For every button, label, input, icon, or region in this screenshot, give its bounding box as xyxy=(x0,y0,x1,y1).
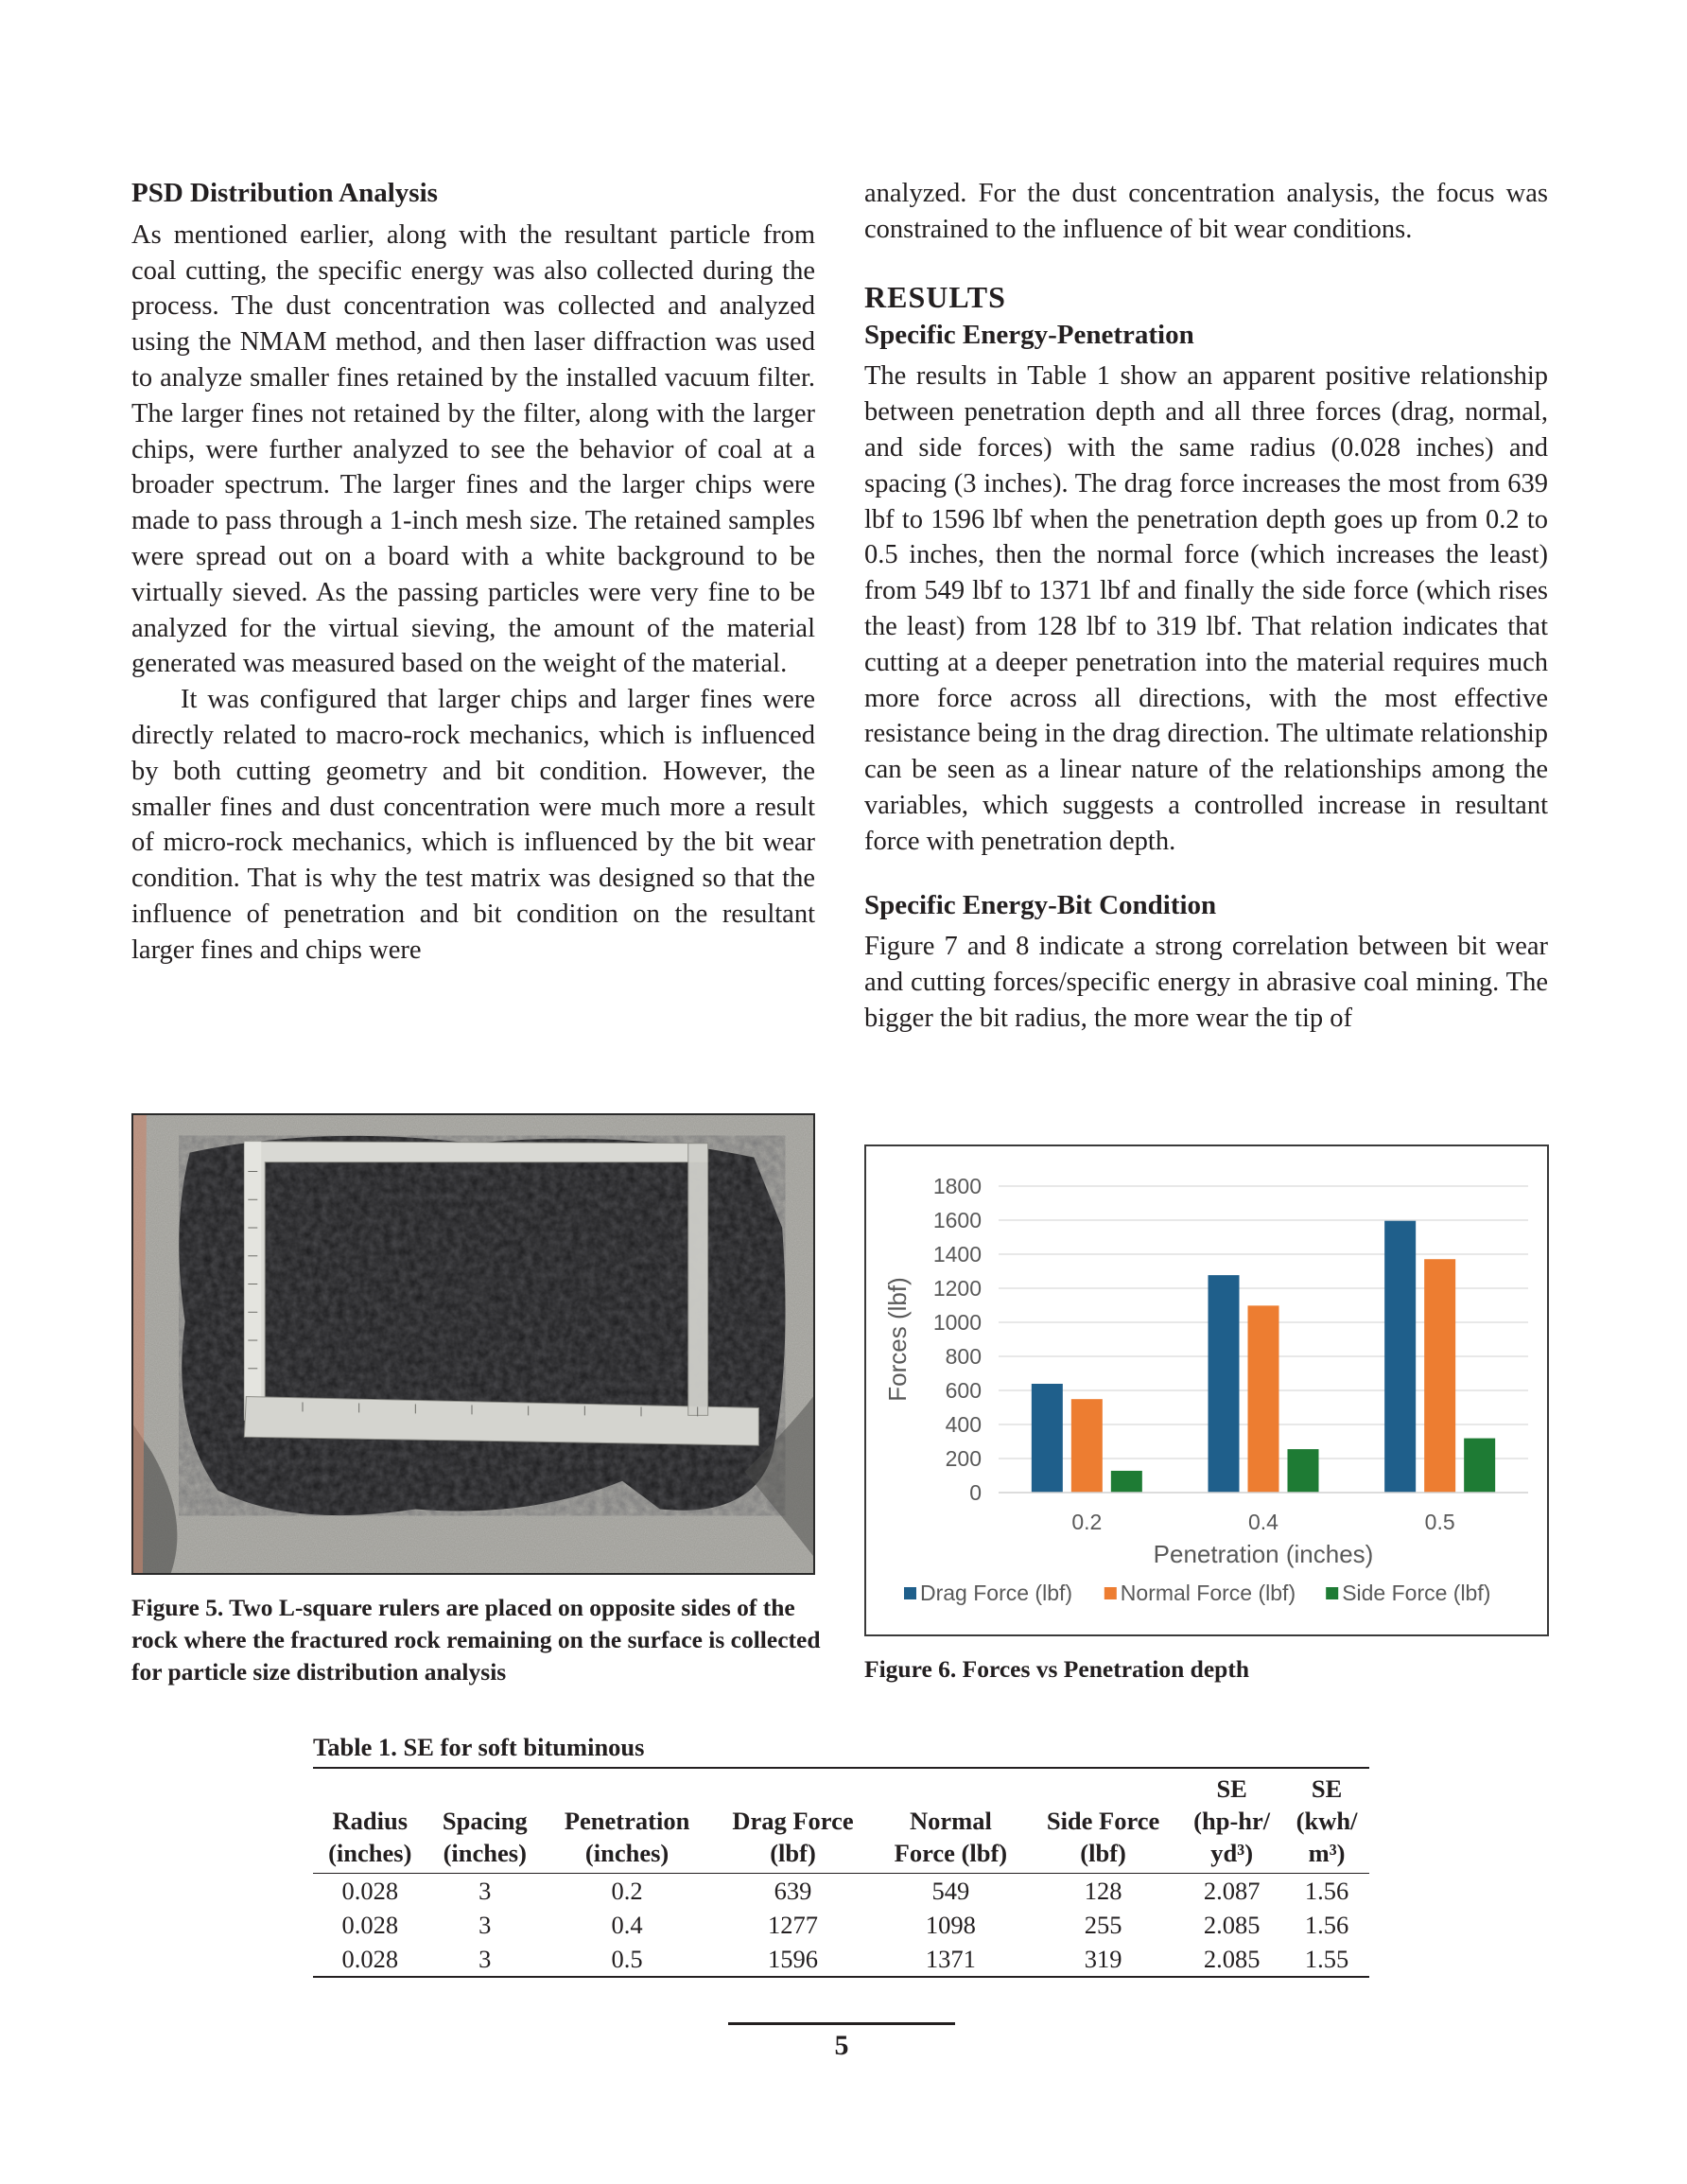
x-axis-title: Penetration (inches) xyxy=(1153,1540,1374,1568)
subheading-energy-penetration: Specific Energy-Penetration xyxy=(864,319,1194,350)
bar-drag-0.5 xyxy=(1384,1221,1416,1493)
bar-drag-0.4 xyxy=(1209,1275,1240,1493)
header-line: Force (lbf) xyxy=(894,1839,1008,1867)
right-column xyxy=(864,176,1548,1037)
table-header-cell xyxy=(427,1768,544,1874)
table-header-cell xyxy=(711,1768,875,1874)
table-row xyxy=(313,1942,1369,1977)
bar-side-0.2 xyxy=(1111,1471,1142,1493)
legend-label: Side Force (lbf) xyxy=(1342,1581,1491,1605)
table-header-cell xyxy=(543,1768,711,1874)
legend-swatch xyxy=(1326,1587,1338,1599)
x-tick-label: 0.5 xyxy=(1424,1510,1455,1534)
table-cell: 1277 xyxy=(767,1911,818,1939)
legend-swatch xyxy=(1104,1587,1117,1599)
figure5-caption: Figure 5. Two L-square rulers are placed on opposite sides of the rock where the fractured rock remaining on the surface is collected for particle size distribution analysis xyxy=(131,1594,821,1686)
table-header-cell xyxy=(1284,1768,1369,1874)
table-cell: 1596 xyxy=(767,1945,818,1973)
header-line: SE xyxy=(1216,1774,1247,1803)
table-cell: 128 xyxy=(1084,1877,1122,1905)
header-line: yd³) xyxy=(1210,1839,1254,1867)
paragraph-psd-1: As mentioned earlier, along with the resultant particle from coal cutting, the specific energy was also collected during the process. The dust concentration was collected and analyzed using the NMAM method, and then laser diffraction was used to analyze smaller fines retained by the installed vacuum filter. The larger fines not retained by the filter, along with the larger chips, were further analyzed to see the behavior of coal at a broader spectrum. The larger fines and the larger chips were made to pass through a 1-inch mesh size. The retained samples were spread out on a board with a white background to be virtually sieved. As the passing particles were very fine to be analyzed for the virtual sieving, the amount of the material generated was measured based on the weight of the material. xyxy=(131,219,815,679)
table1-grid xyxy=(313,1767,1369,1978)
table-header-cell xyxy=(313,1768,427,1874)
subheading-bit-condition: Specific Energy-Bit Condition xyxy=(864,889,1217,920)
table-header-cell xyxy=(1027,1768,1179,1874)
table-cell: 2.085 xyxy=(1203,1911,1261,1939)
paragraph-bit-condition: Figure 7 and 8 indicate a strong correlation between bit wear and cutting forces/specific energy in abrasive coal mining. The bigger the bit radius, the more wear the tip of xyxy=(864,932,1548,1033)
table-cell: 639 xyxy=(774,1877,812,1905)
figure6-caption: Figure 6. Forces vs Penetration depth xyxy=(864,1655,1250,1683)
table-cell: 1371 xyxy=(925,1945,976,1973)
section-heading-psd: PSD Distribution Analysis xyxy=(131,178,438,208)
y-axis-title: Forces (lbf) xyxy=(883,1277,912,1402)
header-line: Side Force xyxy=(1046,1807,1160,1835)
table-header-cell xyxy=(875,1768,1027,1874)
figure5-photo xyxy=(131,1113,815,1575)
header-line: (kwh/ xyxy=(1296,1807,1358,1835)
table-cell: 1098 xyxy=(925,1911,976,1939)
page-number-rule xyxy=(728,2022,955,2025)
left-column xyxy=(131,176,815,969)
y-tick-label: 1600 xyxy=(932,1208,982,1232)
table-cell: 0.4 xyxy=(611,1911,643,1939)
y-tick-label: 1000 xyxy=(932,1310,982,1335)
table1-title: Table 1. SE for soft bituminous xyxy=(313,1733,645,1761)
table-cell: 0.028 xyxy=(341,1877,399,1905)
legend-label: Drag Force (lbf) xyxy=(920,1581,1073,1605)
rock-surface-image xyxy=(133,1115,813,1573)
header-line: Normal xyxy=(909,1807,992,1835)
header-line: Penetration xyxy=(564,1807,690,1835)
y-tick-label: 1800 xyxy=(932,1174,982,1198)
header-line: (lbf) xyxy=(770,1839,816,1867)
table-cell: 0.5 xyxy=(611,1945,643,1973)
y-tick-label: 1200 xyxy=(932,1276,982,1301)
x-tick-label: 0.4 xyxy=(1248,1510,1278,1534)
header-line: (inches) xyxy=(328,1839,412,1867)
table-row xyxy=(313,1908,1369,1942)
paragraph-continued: analyzed. For the dust concentration analysis, the focus was constrained to the influence of bit wear conditions. xyxy=(864,179,1548,244)
header-line: Radius xyxy=(332,1807,409,1835)
table-cell: 1.55 xyxy=(1304,1945,1349,1973)
x-tick-label: 0.2 xyxy=(1071,1510,1103,1534)
header-line: m³) xyxy=(1308,1839,1346,1867)
header-line: SE xyxy=(1311,1774,1343,1803)
table-cell: 3 xyxy=(478,1945,492,1973)
table-row xyxy=(313,1874,1369,1909)
header-line: (inches) xyxy=(584,1839,670,1867)
bar-normal-0.5 xyxy=(1424,1259,1455,1493)
bar-side-0.4 xyxy=(1288,1449,1319,1493)
legend-label: Normal Force (lbf) xyxy=(1120,1581,1296,1605)
header-line: (hp-hr/ xyxy=(1193,1807,1271,1835)
table-cell: 3 xyxy=(478,1911,492,1939)
legend-swatch xyxy=(904,1587,916,1599)
header-line: (inches) xyxy=(443,1839,527,1867)
table-header-row xyxy=(313,1768,1369,1874)
bar-side-0.5 xyxy=(1464,1439,1495,1493)
table-cell: 3 xyxy=(478,1877,492,1905)
table-header-cell xyxy=(1179,1768,1284,1874)
table-cell: 1.56 xyxy=(1304,1911,1349,1939)
y-tick-label: 1400 xyxy=(932,1242,982,1267)
table-cell: 2.087 xyxy=(1203,1877,1261,1905)
table-cell: 0.2 xyxy=(611,1877,643,1905)
y-tick-label: 600 xyxy=(945,1378,982,1403)
header-line: Drag Force xyxy=(732,1807,854,1835)
table-cell: 549 xyxy=(931,1877,970,1905)
y-tick-label: 400 xyxy=(945,1412,982,1437)
y-tick-label: 800 xyxy=(945,1344,982,1369)
header-line: Spacing xyxy=(442,1807,528,1835)
table-cell: 255 xyxy=(1084,1911,1122,1939)
results-heading: RESULTS xyxy=(864,279,1006,314)
y-tick-label: 200 xyxy=(945,1446,982,1471)
forces-bar-chart xyxy=(866,1146,1547,1634)
table1 xyxy=(313,1731,1369,1978)
page-number: 5 xyxy=(834,2030,849,2061)
figure6-chart xyxy=(864,1144,1549,1636)
table-cell: 2.085 xyxy=(1203,1945,1261,1973)
table-cell: 0.028 xyxy=(341,1911,399,1939)
paragraph-psd-2: It was configured that larger chips and larger fines were directly related to macro-rock mechanics, which is influenced by both cutting geometry and bit condition. However, the smaller fines and dust concentration were much more a result of micro-rock mechanics, which is influenced by the bit wear condition. That is why the test matrix was designed so that the influence of penetration and bit condition on the resultant larger fines and chips were xyxy=(131,685,815,965)
y-tick-label: 0 xyxy=(969,1480,982,1505)
table-cell: 319 xyxy=(1084,1945,1122,1973)
paragraph-energy-penetration: The results in Table 1 show an apparent positive relationship between penetration depth and all three forces (drag, normal, and side forces) with the same radius (0.028 inches) and spacing (3 inches). The drag force increases the most from 639 lbf to 1596 lbf when the penetration depth goes up from 0.2 to 0.5 inches, then the normal force (which increases the least) from 549 lbf to 1371 lbf and finally the side force (which rises the least) from 128 lbf to 319 lbf. That relation indicates that cutting at a deeper penetration into the material requires much more force across all directions, with the most effective resistance being in the drag direction. The ultimate relationship can be seen as a linear nature of the relationships among the variables, which suggests a controlled increase in resultant force with penetration depth. xyxy=(864,361,1548,856)
table-cell: 1.56 xyxy=(1304,1877,1349,1905)
bar-normal-0.4 xyxy=(1248,1305,1279,1493)
bar-normal-0.2 xyxy=(1071,1399,1103,1493)
header-line: (lbf) xyxy=(1080,1839,1126,1867)
table-cell: 0.028 xyxy=(341,1945,399,1973)
bar-drag-0.2 xyxy=(1032,1384,1063,1493)
